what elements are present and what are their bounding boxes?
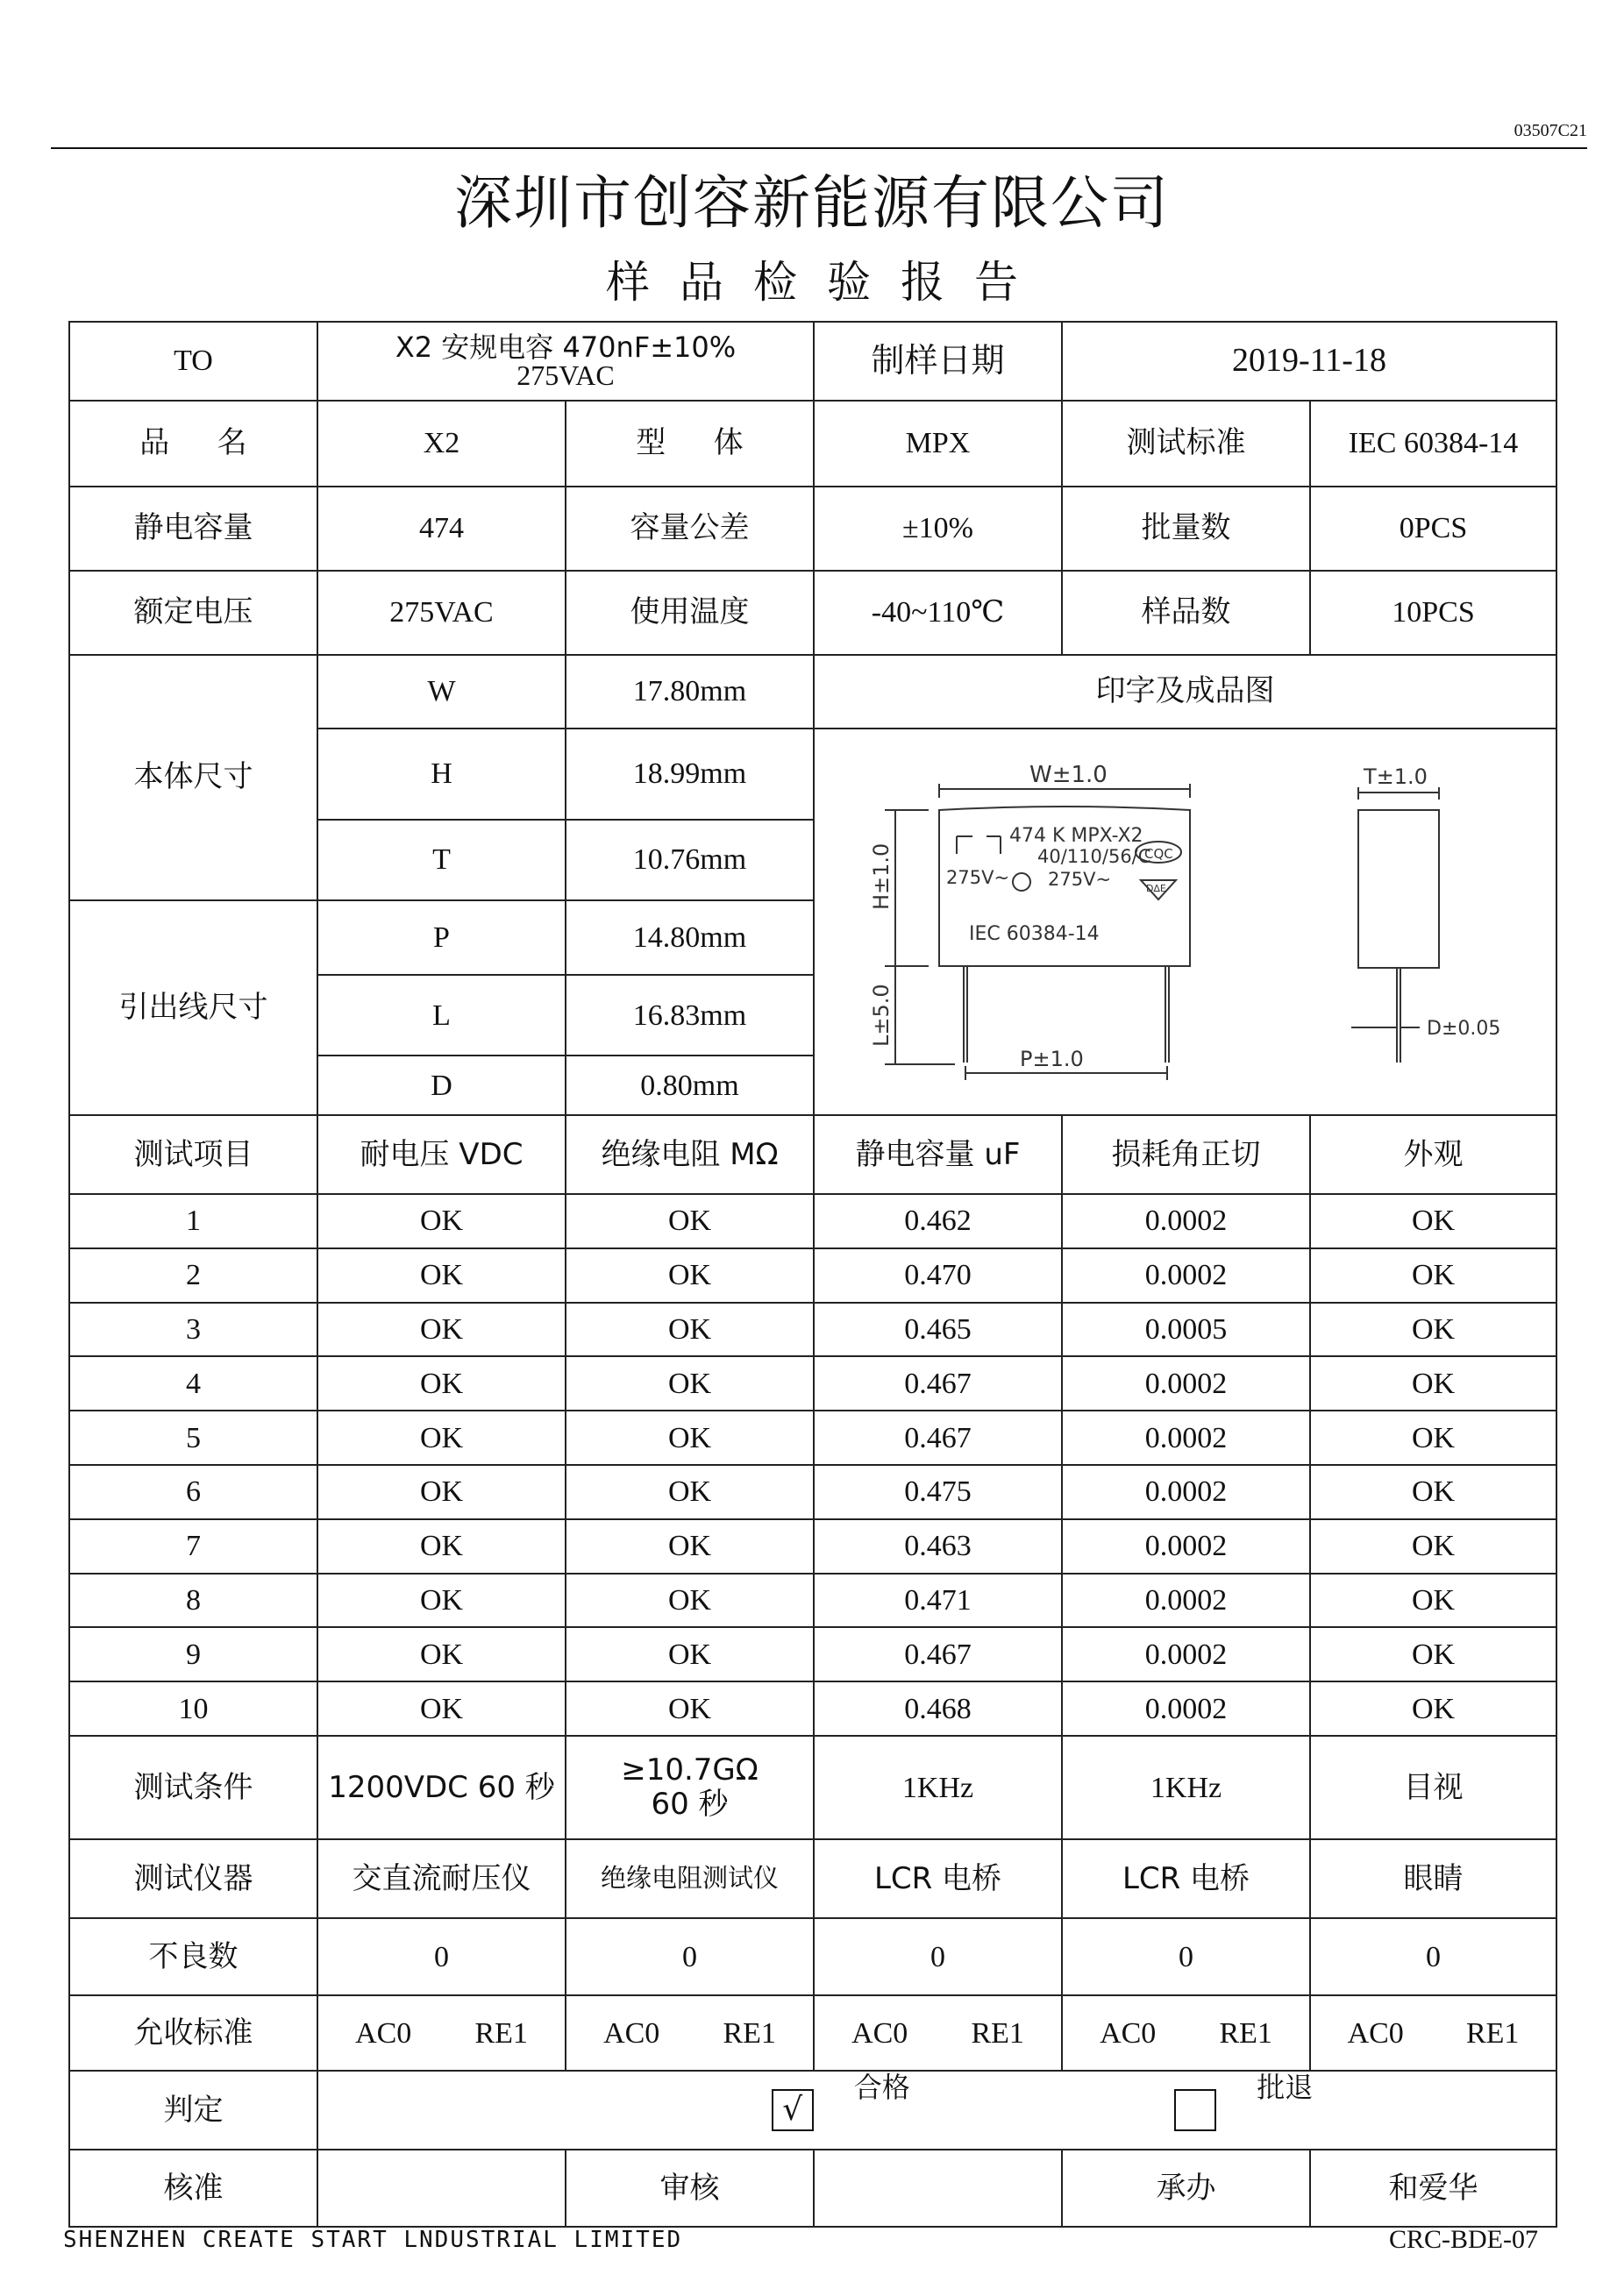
loss-tangent-result: 0.0002	[1062, 1519, 1310, 1574]
capacitance-result: 0.467	[814, 1411, 1062, 1465]
sample-number: 4	[69, 1356, 317, 1411]
report-title: 样品检验报告	[606, 257, 1048, 308]
appearance-result: OK	[1310, 1465, 1556, 1519]
withstand-result: OK	[317, 1194, 566, 1248]
test-result-row	[69, 1248, 1556, 1303]
capacitance-value: 474	[317, 487, 566, 571]
appearance-result: OK	[1310, 1574, 1556, 1628]
acceptance-label: 允收标准	[69, 1995, 317, 2071]
capacitance-result: 0.463	[814, 1519, 1062, 1574]
ac-value: AC0	[851, 2016, 908, 2050]
capacitance-result: 0.467	[814, 1356, 1062, 1411]
loss-tangent-result: 0.0002	[1062, 1574, 1310, 1628]
appearance-header: 外观	[1310, 1115, 1556, 1194]
sample-number: 8	[69, 1574, 317, 1628]
defects-value: 0	[317, 1918, 566, 1995]
sample-value: 10PCS	[1310, 571, 1556, 655]
marking-line3: 275V~	[946, 867, 1010, 888]
loss-tangent-result: 0.0002	[1062, 1681, 1310, 1736]
document-code: 03507C21	[1514, 121, 1587, 140]
review-value	[814, 2150, 1062, 2227]
dim-name: L	[317, 975, 566, 1056]
instrument-capacitance: LCR 电桥	[814, 1839, 1062, 1918]
test-result-row	[69, 1627, 1556, 1681]
approve-label: 核准	[69, 2150, 317, 2227]
dim-row-w	[69, 655, 1556, 729]
handle-label: 承办	[1062, 2150, 1310, 2227]
body-size-label: 本体尺寸	[69, 655, 317, 900]
marking-line4: 275V~	[1048, 869, 1112, 890]
acceptance-row	[69, 1995, 1556, 2071]
insulation-result: OK	[566, 1194, 814, 1248]
test-result-row	[69, 1356, 1556, 1411]
voltage-value: 275VAC	[317, 571, 566, 655]
ac-value: AC0	[603, 2016, 660, 2050]
capacitance-result: 0.465	[814, 1303, 1062, 1357]
voltage-label: 额定电压	[69, 571, 317, 655]
pass-option[interactable]	[772, 2071, 910, 2131]
t-dimension-label: T±1.0	[1364, 764, 1428, 789]
sample-number: 10	[69, 1681, 317, 1736]
reject-option[interactable]	[1174, 2071, 1314, 2131]
insulation-result: OK	[566, 1411, 814, 1465]
withstand-result: OK	[317, 1411, 566, 1465]
appearance-condition: 目视	[1310, 1736, 1556, 1839]
capacitor-diagram	[815, 729, 1556, 1106]
marking-line1: 474 K MPX-X2	[1009, 825, 1143, 847]
test-result-row	[69, 1681, 1556, 1736]
insulation-resistance-header: 绝缘电阻 MΩ	[566, 1115, 814, 1194]
capacitance-result: 0.462	[814, 1194, 1062, 1248]
vde-mark: D∆E	[1146, 883, 1166, 894]
sample-number: 5	[69, 1411, 317, 1465]
marking-line2: 40/110/56/C	[1037, 846, 1151, 867]
appearance-result: OK	[1310, 1411, 1556, 1465]
test-result-row	[69, 1465, 1556, 1519]
capacitance-result: 0.470	[814, 1248, 1062, 1303]
appearance-result: OK	[1310, 1519, 1556, 1574]
defects-row	[69, 1918, 1556, 1995]
withstand-result: OK	[317, 1356, 566, 1411]
loss-condition: 1KHz	[1062, 1736, 1310, 1839]
insulation-condition-line2: 60 秒	[651, 1787, 729, 1823]
test-result-row	[69, 1519, 1556, 1574]
loss-tangent-result: 0.0002	[1062, 1627, 1310, 1681]
insulation-result: OK	[566, 1574, 814, 1628]
p-dimension-label: P±1.0	[1020, 1047, 1084, 1071]
loss-tangent-result: 0.0002	[1062, 1248, 1310, 1303]
appearance-result: OK	[1310, 1681, 1556, 1736]
acceptance-criteria	[317, 1995, 566, 2071]
ac-value: AC0	[355, 2016, 412, 2050]
ac-value: AC0	[1100, 2016, 1157, 2050]
defects-value: 0	[566, 1918, 814, 1995]
date-label: 制样日期	[814, 322, 1062, 401]
dim-value: 14.80mm	[566, 900, 814, 975]
model-value: MPX	[814, 401, 1062, 487]
loss-tangent-result: 0.0005	[1062, 1303, 1310, 1357]
withstand-result: OK	[317, 1519, 566, 1574]
withstand-result: OK	[317, 1627, 566, 1681]
capacitance-condition: 1KHz	[814, 1736, 1062, 1839]
judgement-label: 判定	[69, 2071, 317, 2150]
re-value: RE1	[723, 2016, 776, 2050]
temperature-value: -40~110℃	[814, 571, 1062, 655]
capacitance-row	[69, 487, 1556, 571]
top-rule	[51, 147, 1587, 149]
judgement-row	[69, 2071, 1556, 2150]
insulation-result: OK	[566, 1681, 814, 1736]
approve-value	[317, 2150, 566, 2227]
lead-size-label: 引出线尺寸	[69, 900, 317, 1115]
appearance-result: OK	[1310, 1356, 1556, 1411]
acceptance-criteria	[1062, 1995, 1310, 2071]
product-description	[317, 322, 814, 401]
withstand-result: OK	[317, 1574, 566, 1628]
dim-name: T	[317, 820, 566, 900]
sample-number: 7	[69, 1519, 317, 1574]
test-item-header: 测试项目	[69, 1115, 317, 1194]
voltage-row	[69, 571, 1556, 655]
insulation-result: OK	[566, 1627, 814, 1681]
withstand-result: OK	[317, 1303, 566, 1357]
instrument-withstand: 交直流耐压仪	[317, 1839, 566, 1918]
inspection-report-table	[68, 321, 1557, 2228]
company-name: 深圳市创容新能源有限公司	[454, 169, 1170, 237]
h-dimension-label: H±1.0	[869, 842, 894, 910]
dim-value: 18.99mm	[566, 729, 814, 820]
name-value: X2	[317, 401, 566, 487]
insulation-condition	[566, 1736, 814, 1839]
capacitance-result: 0.475	[814, 1465, 1062, 1519]
marking-line5: IEC 60384-14	[969, 923, 1100, 945]
judgement-options	[317, 2071, 1556, 2150]
instrument-appearance: 眼睛	[1310, 1839, 1556, 1918]
defects-value: 0	[1310, 1918, 1556, 1995]
withstand-result: OK	[317, 1681, 566, 1736]
insulation-result: OK	[566, 1356, 814, 1411]
test-header-row	[69, 1115, 1556, 1194]
test-conditions-row	[69, 1736, 1556, 1839]
d-dimension-label: D±0.05	[1427, 1018, 1501, 1040]
appearance-result: OK	[1310, 1194, 1556, 1248]
test-result-row	[69, 1411, 1556, 1465]
test-result-row	[69, 1574, 1556, 1628]
pass-label: 合格	[853, 2071, 910, 2105]
to-row	[69, 322, 1556, 401]
batch-value: 0PCS	[1310, 487, 1556, 571]
acceptance-criteria	[1310, 1995, 1556, 2071]
capacitance-label: 静电容量	[69, 487, 317, 571]
appearance-result: OK	[1310, 1303, 1556, 1357]
name-row	[69, 401, 1556, 487]
re-value: RE1	[474, 2016, 528, 2050]
insulation-condition-line1: ≥10.7GΩ	[621, 1752, 759, 1788]
capacitance-result: 0.467	[814, 1627, 1062, 1681]
sample-number: 3	[69, 1303, 317, 1357]
acceptance-criteria	[566, 1995, 814, 2071]
sample-number: 1	[69, 1194, 317, 1248]
approval-row	[69, 2150, 1556, 2227]
footer-company: SHENZHEN CREATE START LNDUSTRIAL LIMITED	[63, 2227, 683, 2253]
loss-tangent-result: 0.0002	[1062, 1194, 1310, 1248]
dim-name: D	[317, 1056, 566, 1115]
name-label: 品名	[69, 401, 317, 487]
loss-tangent-header: 损耗角正切	[1062, 1115, 1310, 1194]
sample-label: 样品数	[1062, 571, 1310, 655]
withstand-voltage-header: 耐电压 VDC	[317, 1115, 566, 1194]
conditions-label: 测试条件	[69, 1736, 317, 1839]
sample-number: 6	[69, 1465, 317, 1519]
defects-value: 0	[814, 1918, 1062, 1995]
batch-label: 批量数	[1062, 487, 1310, 571]
review-label: 审核	[566, 2150, 814, 2227]
handle-value: 和爱华	[1310, 2150, 1556, 2227]
insulation-result: OK	[566, 1248, 814, 1303]
appearance-result: OK	[1310, 1248, 1556, 1303]
withstand-result: OK	[317, 1465, 566, 1519]
capacitor-diagram-cell	[814, 729, 1556, 1115]
pass-checkbox[interactable]: √	[772, 2089, 814, 2131]
dim-value: 0.80mm	[566, 1056, 814, 1115]
sample-number: 2	[69, 1248, 317, 1303]
test-result-row	[69, 1194, 1556, 1248]
acceptance-criteria	[814, 1995, 1062, 2071]
tolerance-value: ±10%	[814, 487, 1062, 571]
loss-tangent-result: 0.0002	[1062, 1411, 1310, 1465]
insulation-result: OK	[566, 1519, 814, 1574]
temperature-label: 使用温度	[566, 571, 814, 655]
withstand-result: OK	[317, 1248, 566, 1303]
capacitance-header: 静电容量 uF	[814, 1115, 1062, 1194]
dim-name: W	[317, 655, 566, 729]
appearance-result: OK	[1310, 1627, 1556, 1681]
product-line2: 275VAC	[516, 359, 615, 391]
re-value: RE1	[971, 2016, 1024, 2050]
date-value: 2019-11-18	[1062, 322, 1556, 401]
instrument-insulation: 绝缘电阻测试仪	[566, 1839, 814, 1918]
reject-label: 批退	[1257, 2071, 1314, 2105]
dim-name: H	[317, 729, 566, 820]
cqc-mark: CQC	[1144, 846, 1173, 862]
instruments-label: 测试仪器	[69, 1839, 317, 1918]
insulation-result: OK	[566, 1303, 814, 1357]
standard-label: 测试标准	[1062, 401, 1310, 487]
instrument-loss: LCR 电桥	[1062, 1839, 1310, 1918]
loss-tangent-result: 0.0002	[1062, 1356, 1310, 1411]
reject-checkbox[interactable]	[1174, 2089, 1216, 2131]
l-dimension-label: L±5.0	[869, 984, 894, 1047]
capacitance-result: 0.468	[814, 1681, 1062, 1736]
ac-value: AC0	[1347, 2016, 1404, 2050]
test-result-row	[69, 1303, 1556, 1357]
to-label: TO	[69, 322, 317, 401]
dim-value: 10.76mm	[566, 820, 814, 900]
re-value: RE1	[1465, 2016, 1520, 2050]
insulation-result: OK	[566, 1465, 814, 1519]
tolerance-label: 容量公差	[566, 487, 814, 571]
dim-value: 16.83mm	[566, 975, 814, 1056]
loss-tangent-result: 0.0002	[1062, 1465, 1310, 1519]
re-value: RE1	[1219, 2016, 1272, 2050]
standard-value: IEC 60384-14	[1310, 401, 1556, 487]
print-diagram-label: 印字及成品图	[814, 655, 1556, 729]
sample-number: 9	[69, 1627, 317, 1681]
product-line1: X2 安规电容 470nF±10%	[395, 331, 737, 364]
defects-label: 不良数	[69, 1918, 317, 1995]
dim-value: 17.80mm	[566, 655, 814, 729]
instruments-row	[69, 1839, 1556, 1918]
test-results-body	[69, 1194, 1556, 1736]
withstand-condition: 1200VDC 60 秒	[317, 1736, 566, 1839]
capacitance-result: 0.471	[814, 1574, 1062, 1628]
footer-form-code: CRC-BDE-07	[1388, 2225, 1538, 2254]
w-dimension-label: W±1.0	[1029, 762, 1108, 788]
defects-value: 0	[1062, 1918, 1310, 1995]
dim-name: P	[317, 900, 566, 975]
model-label: 型体	[566, 401, 814, 487]
